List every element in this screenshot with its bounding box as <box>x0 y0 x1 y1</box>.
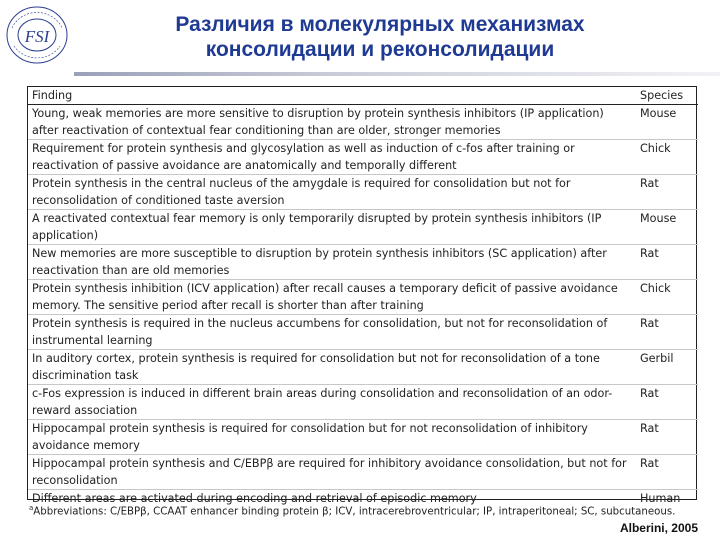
finding-cell: Protein synthesis is required in the nucleus accumbens for consolidation, but not for reconsolidation of instrumental learning <box>28 315 634 350</box>
table-row <box>28 455 698 490</box>
species-cell: Rat <box>634 245 698 280</box>
table-row <box>28 420 698 455</box>
finding-cell: Young, weak memories are more sensitive to disruption by protein synthesis inhibitors (IP application) after reactivation of contextual fear conditioning than are older, stronger memories <box>28 105 634 140</box>
column-header-finding: Finding <box>28 87 634 105</box>
table-row <box>28 315 698 350</box>
finding-cell: Requirement for protein synthesis and glycosylation as well as induction of c-fos after training or reactivation of passive avoidance are anatomically and temporally different <box>28 140 634 175</box>
table-header-row <box>28 87 698 105</box>
table-row <box>28 385 698 420</box>
species-cell: Chick <box>634 140 698 175</box>
finding-cell: Protein synthesis inhibition (ICV application) after recall causes a temporary deficit of passive avoidance memory. The sensitive period after recall is shorter than after training <box>28 280 634 315</box>
findings-table-grid <box>28 87 698 507</box>
finding-cell: Hippocampal protein synthesis and C/EBPβ are required for inhibitory avoidance consolidation, but not for reconsolidation <box>28 455 634 490</box>
seal-icon <box>4 4 70 66</box>
table-row <box>28 105 698 140</box>
table-row <box>28 210 698 245</box>
findings-table <box>27 86 697 505</box>
source-credit: Alberini, 2005 <box>619 521 698 535</box>
footnote-text: Abbreviations: C/EBPβ, CCAAT enhancer binding protein β; ICV, intracerebroventricular; IP, intraperitoneal; SC, subcutaneous. <box>33 506 676 518</box>
slide-title <box>110 12 650 62</box>
species-cell: Human <box>640 492 681 505</box>
finding-cell: Different areas are activated during encoding and retrieval of episodic memory <box>32 492 477 505</box>
species-cell: Mouse <box>634 210 698 245</box>
finding-cell: A reactivated contextual fear memory is only temporarily disrupted by protein synthesis inhibitors (IP application) <box>28 210 634 245</box>
table-row <box>28 175 698 210</box>
table-footnote <box>29 504 689 517</box>
table-row <box>28 245 698 280</box>
finding-cell: Hippocampal protein synthesis is required for consolidation but for not reconsolidation of inhibitory avoidance memory <box>28 420 634 455</box>
species-cell: Mouse <box>634 105 698 140</box>
species-cell: Chick <box>634 280 698 315</box>
footnote-marker: a <box>29 504 34 512</box>
table-row <box>28 140 698 175</box>
title-line-2: консолидации и реконсолидации <box>205 38 555 61</box>
finding-cell: c-Fos expression is induced in different brain areas during consolidation and reconsolidation of an odor-reward association <box>28 385 634 420</box>
finding-cell: New memories are more susceptible to disruption by protein synthesis inhibitors (SC application) after reactivation than are old memories <box>28 245 634 280</box>
logo-monogram: FSI <box>24 27 50 46</box>
table-row <box>28 280 698 315</box>
species-cell: Rat <box>634 315 698 350</box>
species-cell: Rat <box>634 420 698 455</box>
column-header-species: Species <box>634 87 698 105</box>
finding-cell: Protein synthesis in the central nucleus of the amygdale is required for consolidation but not for reconsolidation of conditioned taste aversion <box>28 175 634 210</box>
department-logo <box>4 4 70 66</box>
table-row <box>28 350 698 385</box>
species-cell: Rat <box>634 175 698 210</box>
species-cell: Gerbil <box>634 350 698 385</box>
title-divider <box>74 72 720 76</box>
species-cell: Rat <box>634 455 698 490</box>
species-cell: Rat <box>634 385 698 420</box>
finding-cell: In auditory cortex, protein synthesis is required for consolidation but not for reconsolidation of a tone discrimination task <box>28 350 634 385</box>
title-line-1: Различия в молекулярных механизмах <box>175 13 585 36</box>
